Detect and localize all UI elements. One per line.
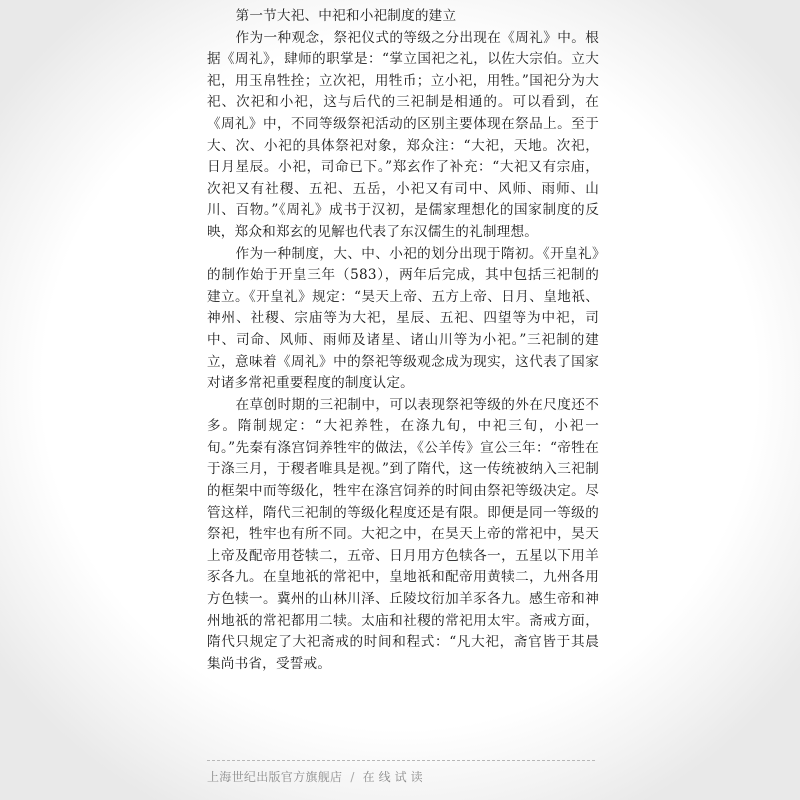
footer-separator: / <box>350 770 355 784</box>
paragraph-2: 作为一种制度，大、中、小祀的划分出现于隋初。《开皇礼》的制作始于开皇三年（583），两年后完成，其中包括三祀制的建立。《开皇礼》规定：“昊天上帝、五方上帝、日月、皇地祇、神州、社稷、宗庙等为大祀，星辰、五祀、四望等为中祀，司中、司命、风师、雨师及诸星、诸山川等为小祀。”三祀制的建立，意味着《周礼》中的祭祀等级观念成为现实，这代表了国家对诸多常祀重要程度的制度认定。 <box>207 245 599 392</box>
section-heading: 第一节大祀、中祀和小祀制度的建立 <box>235 8 457 24</box>
footer <box>207 760 595 785</box>
text-block <box>207 6 599 675</box>
paragraph-1: 作为一种观念，祭祀仪式的等级之分出现在《周礼》中。根据《周礼》，肆师的职掌是：“掌立国祀之礼，以佐大宗伯。立大祀，用玉帛牲拴；立次祀，用牲币；立小祀，用牲。”国祀分为大祀、次祀和小祀，这与后代的三祀制是相通的。可以看到，在《周礼》中，不同等级祭祀活动的区别主要体现在祭品上。至于大、次、小祀的具体祭祀对象，郑众注：“大祀，天地。次祀，日月星辰。小祀，司命已下。”郑玄作了补充：“大祀又有宗庙，次祀又有社稷、五祀、五岳，小祀又有司中、风师、雨师、山川、百物。”《周礼》成书于汉初，是儒家理想化的国家制度的反映，郑众和郑玄的见解也代表了东汉儒生的礼制理想。 <box>207 29 599 240</box>
paragraph-3: 在草创时期的三祀制中，可以表现祭祀等级的外在尺度还不多。隋制规定：“大祀养牲，在涤九旬，中祀三旬，小祀一旬。”先秦有涤宫饲养牲牢的做法，《公羊传》宣公三年：“帝牲在于涤三月，于稷者唯具是视。”到了隋代，这一传统被纳入三祀制的框架中而等级化，牲牢在涤宫饲养的时间由祭祀等级决定。尽管这样，隋代三祀制的等级化程度还是有限。即便是同一等级的祭祀，牲牢也有所不同。大祀之中，在昊天上帝的常祀中，昊天上帝及配帝用苍犊二，五帝、日月用方色犊各一，五星以下用羊豕各九。在皇地祇的常祀中，皇地祇和配帝用黄犊二，九州各用方色犊一。冀州的山林川泽、丘陵坟衍加羊豕各九。感生帝和神州地祇的常祀都用二犊。太庙和社稷的常祀用太牢。斋戒方面，隋代只规定了大祀斋戒的时间和程式：“凡大祀，斋官皆于其晨集尚书省，受誓戒。 <box>207 396 599 672</box>
store-name[interactable]: 上海世纪出版官方旗舰店 <box>207 770 343 784</box>
read-online-link[interactable]: 在线试读 <box>362 770 427 784</box>
